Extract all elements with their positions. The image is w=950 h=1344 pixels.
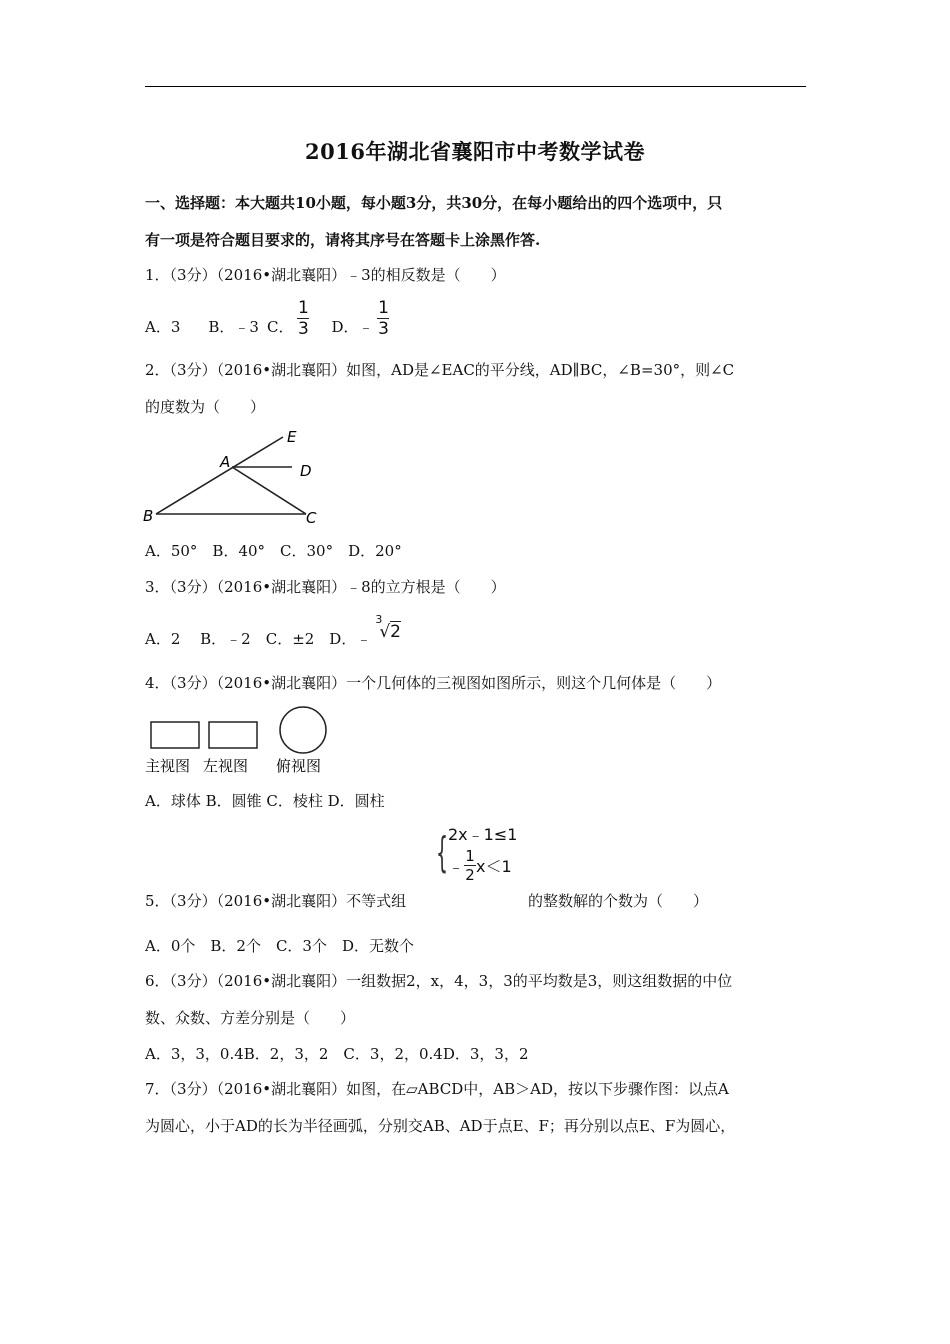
section-heading-line2: 有一项是符合题目要求的，请将其序号在答题卡上涂黑作答.	[145, 231, 541, 249]
q6-stem-line1: 6．（3分）（2016•湖北襄阳）一组数据2，x，4，3，3的平均数是3，则这组数据的中位	[145, 972, 733, 990]
front-view-label: 主视图	[145, 757, 191, 775]
section-heading-line1: 一、选择题：本大题共10小题，每小题3分，共30分，在每小题给出的四个选项中，只	[145, 194, 723, 212]
q1-fraction-d	[377, 299, 389, 338]
ray-be	[156, 437, 283, 514]
top-view-circle	[280, 707, 326, 753]
label-e: E	[287, 428, 297, 446]
fraction-denominator: 2	[465, 866, 475, 884]
fraction-numerator: 1	[378, 298, 389, 318]
q2-options: A．50° B．40° C．30° D．20°	[145, 542, 402, 560]
q4-stem: 4．（3分）（2016•湖北襄阳）一个几何体的三视图如图所示，则这个几何体是（ ）	[145, 674, 722, 692]
q5-inequality-1: 2x﹣1≤1	[448, 825, 518, 844]
radicand: 2	[390, 622, 401, 642]
q2-stem-line2: 的度数为（ ）	[145, 398, 266, 416]
q2-triangle-figure	[140, 425, 330, 527]
q5-stem-pre: 5．（3分）（2016•湖北襄阳）不等式组	[145, 892, 407, 910]
root-index: 3	[375, 613, 383, 626]
label-c: C	[306, 509, 317, 527]
label-d: D	[300, 462, 312, 480]
side-view-label: 左视图	[203, 757, 249, 775]
q2-stem-line1: 2．（3分）（2016•湖北襄阳）如图，AD是∠EAC的平分线，AD∥BC，∠B=30°，则∠C	[145, 361, 735, 379]
top-view-label: 俯视图	[276, 757, 322, 775]
q3-options-row	[145, 613, 401, 649]
q1-option-a: A．3	[145, 318, 181, 336]
q1-option-c: C．	[266, 318, 294, 336]
q1-stem: 1．（3分）（2016•湖北襄阳）﹣3的相反数是（ ）	[145, 266, 506, 284]
segment-ac	[232, 467, 306, 514]
radical-sign: √	[379, 622, 391, 642]
fraction-denominator: 3	[298, 319, 309, 339]
minus-sign: ﹣	[448, 857, 465, 876]
q3-options: A．2 B．﹣2 C．±2 D．﹣	[145, 630, 372, 648]
q5-fraction	[464, 848, 476, 883]
q7-stem-line2: 为圆心，小于AD的长为半径画弧，分别交AB、AD于点E、F；再分别以点E、F为圆心，	[145, 1117, 736, 1135]
q1-option-d: D．﹣	[331, 318, 374, 336]
inequality-rhs: x＜1	[476, 857, 512, 876]
q5-stem-post: 的整数解的个数为（ ）	[528, 892, 709, 910]
q1-options	[145, 298, 389, 339]
q3-stem: 3．（3分）（2016•湖北襄阳）﹣8的立方根是（ ）	[145, 578, 506, 596]
header-rule	[145, 86, 806, 87]
q5-options: A．0个 B．2个 C．3个 D．无数个	[145, 937, 414, 955]
q5-inequality-2	[448, 848, 512, 883]
q3-cube-root	[375, 613, 401, 642]
q6-stem-line2: 数、众数、方差分别是（ ）	[145, 1009, 356, 1027]
q7-stem-line1: 7．（3分）（2016•湖北襄阳）如图，在▱ABCD中，AB＞AD，按以下步骤作图：以点A	[145, 1080, 729, 1098]
label-b: B	[143, 507, 154, 525]
q1-fraction-c	[297, 299, 309, 338]
fraction-denominator: 3	[378, 319, 389, 339]
side-view-rect	[209, 722, 257, 748]
front-view-rect	[151, 722, 199, 748]
fraction-numerator: 1	[298, 298, 309, 318]
q1-option-b: B．﹣3	[208, 318, 259, 336]
page-title: 2016年湖北省襄阳市中考数学试卷	[305, 139, 645, 164]
q6-options: A．3，3，0.4B．2，3，2 C．3，2，0.4D．3，3，2	[145, 1045, 529, 1063]
q4-options: A．球体 B．圆锥 C．棱柱 D．圆柱	[145, 792, 385, 810]
q4-three-views-figure	[143, 704, 333, 778]
fraction-numerator: 1	[465, 847, 475, 865]
system-brace: {	[436, 828, 449, 877]
label-a: A	[220, 453, 231, 471]
